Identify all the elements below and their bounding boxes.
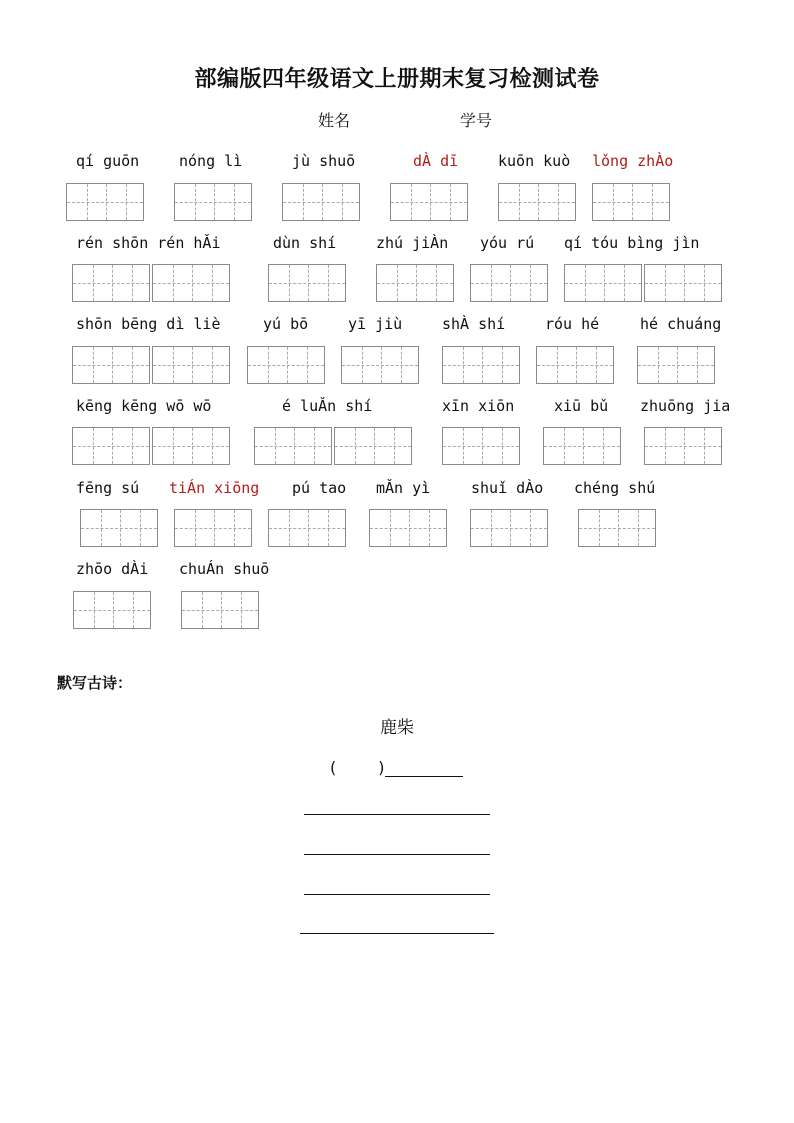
box-guide-horizontal xyxy=(73,365,149,366)
pinyin-label: yóu rú xyxy=(480,234,535,252)
pinyin-label: róu hé xyxy=(545,315,600,333)
writing-box[interactable] xyxy=(334,427,412,465)
pinyin-label: mǍn yì xyxy=(376,479,431,497)
box-guide-horizontal xyxy=(269,283,345,284)
box-guide-vertical xyxy=(328,510,329,546)
box-guide-horizontal xyxy=(645,283,721,284)
page-title: 部编版四年级语文上册期末复习检测试卷 xyxy=(194,67,600,92)
box-guide-vertical xyxy=(652,184,653,220)
box-guide-vertical xyxy=(530,265,531,301)
pinyin-label: dùn shí xyxy=(273,234,337,252)
box-guide-vertical xyxy=(173,428,174,464)
box-guide-vertical xyxy=(303,184,304,220)
box-guide-vertical xyxy=(409,510,410,546)
box-guide-vertical xyxy=(401,347,402,383)
box-guide-horizontal xyxy=(645,446,721,447)
writing-box[interactable] xyxy=(390,183,468,221)
box-guide-vertical xyxy=(530,510,531,546)
box-guide-vertical xyxy=(390,510,391,546)
box-guide-vertical xyxy=(491,510,492,546)
poem-answer-line-4[interactable] xyxy=(300,933,494,934)
section-label-poem: 默写古诗： xyxy=(57,674,133,692)
box-guide-vertical xyxy=(268,347,269,383)
box-guide-vertical xyxy=(564,428,565,464)
box-guide-horizontal xyxy=(67,202,143,203)
poem-answer-line-1[interactable] xyxy=(304,814,490,815)
box-guide-vertical xyxy=(618,510,619,546)
writing-box[interactable] xyxy=(66,183,144,221)
writing-box[interactable] xyxy=(268,264,346,302)
pinyin-label: rén shōn rén hǍi xyxy=(76,234,221,252)
writing-box[interactable] xyxy=(578,509,656,547)
box-guide-vertical xyxy=(576,347,577,383)
writing-box[interactable] xyxy=(72,427,150,465)
box-guide-vertical xyxy=(677,347,678,383)
writing-box[interactable] xyxy=(564,264,642,302)
author-blank[interactable] xyxy=(385,762,463,777)
student-id-label: 学号 xyxy=(460,111,493,130)
box-guide-vertical xyxy=(558,184,559,220)
box-guide-horizontal xyxy=(342,365,418,366)
box-guide-horizontal xyxy=(391,202,467,203)
pinyin-label: nóng lì xyxy=(179,152,243,170)
box-guide-vertical xyxy=(101,510,102,546)
writing-box[interactable] xyxy=(268,509,346,547)
box-guide-horizontal xyxy=(537,365,613,366)
box-guide-vertical xyxy=(93,265,94,301)
box-guide-vertical xyxy=(585,265,586,301)
writing-box[interactable] xyxy=(80,509,158,547)
paren-open: ( xyxy=(330,758,337,777)
box-guide-horizontal xyxy=(443,365,519,366)
box-guide-vertical xyxy=(599,510,600,546)
box-guide-vertical xyxy=(307,347,308,383)
box-guide-horizontal xyxy=(471,528,547,529)
box-guide-vertical xyxy=(192,428,193,464)
box-guide-horizontal xyxy=(153,365,229,366)
box-guide-vertical xyxy=(704,265,705,301)
box-guide-vertical xyxy=(234,184,235,220)
box-guide-vertical xyxy=(212,428,213,464)
box-guide-horizontal xyxy=(153,283,229,284)
box-guide-vertical xyxy=(624,265,625,301)
pinyin-label: xīn xiōn xyxy=(442,397,515,415)
box-guide-horizontal xyxy=(175,528,251,529)
box-guide-vertical xyxy=(294,428,295,464)
pinyin-label: lǒng zhÀo xyxy=(592,152,674,170)
poem-answer-line-3[interactable] xyxy=(304,894,490,895)
box-guide-horizontal xyxy=(248,365,324,366)
box-guide-vertical xyxy=(126,184,127,220)
box-guide-vertical xyxy=(192,265,193,301)
pinyin-label: fēng sú xyxy=(76,479,140,497)
box-guide-horizontal xyxy=(269,528,345,529)
box-guide-vertical xyxy=(502,347,503,383)
box-guide-horizontal xyxy=(175,202,251,203)
box-guide-vertical xyxy=(381,347,382,383)
box-guide-horizontal xyxy=(377,283,453,284)
box-guide-vertical xyxy=(195,184,196,220)
box-guide-vertical xyxy=(397,265,398,301)
pinyin-label: shōn bēng dì liè xyxy=(76,315,221,333)
box-guide-vertical xyxy=(510,265,511,301)
box-guide-vertical xyxy=(519,184,520,220)
box-guide-vertical xyxy=(221,592,222,628)
box-guide-vertical xyxy=(684,428,685,464)
box-guide-vertical xyxy=(355,428,356,464)
writing-box[interactable] xyxy=(72,264,150,302)
box-guide-horizontal xyxy=(593,202,669,203)
pinyin-label: shÀ shí xyxy=(442,315,506,333)
box-guide-vertical xyxy=(538,184,539,220)
poem-answer-line-2[interactable] xyxy=(304,854,490,855)
box-guide-vertical xyxy=(106,184,107,220)
box-guide-vertical xyxy=(482,428,483,464)
box-guide-vertical xyxy=(132,265,133,301)
box-guide-vertical xyxy=(502,428,503,464)
box-guide-vertical xyxy=(638,510,639,546)
writing-box[interactable] xyxy=(181,591,259,629)
box-guide-vertical xyxy=(665,265,666,301)
box-guide-horizontal xyxy=(182,610,258,611)
writing-box[interactable] xyxy=(442,346,520,384)
box-guide-vertical xyxy=(112,428,113,464)
box-guide-vertical xyxy=(684,265,685,301)
pinyin-label: dÀ dī xyxy=(413,152,459,170)
box-guide-horizontal xyxy=(471,283,547,284)
writing-box[interactable] xyxy=(282,183,360,221)
box-guide-horizontal xyxy=(579,528,655,529)
writing-box[interactable] xyxy=(644,427,722,465)
box-guide-vertical xyxy=(195,510,196,546)
box-guide-vertical xyxy=(450,184,451,220)
pinyin-label: jù shuō xyxy=(292,152,356,170)
pinyin-label: kēng kēng wō wō xyxy=(76,397,212,415)
box-guide-vertical xyxy=(482,347,483,383)
box-guide-horizontal xyxy=(283,202,359,203)
box-guide-horizontal xyxy=(443,446,519,447)
box-guide-vertical xyxy=(463,428,464,464)
box-guide-vertical xyxy=(658,347,659,383)
writing-box[interactable] xyxy=(592,183,670,221)
box-guide-vertical xyxy=(394,428,395,464)
box-guide-horizontal xyxy=(499,202,575,203)
box-guide-vertical xyxy=(665,428,666,464)
box-guide-vertical xyxy=(112,347,113,383)
writing-box[interactable] xyxy=(152,427,230,465)
box-guide-vertical xyxy=(510,510,511,546)
box-guide-vertical xyxy=(697,347,698,383)
box-guide-vertical xyxy=(202,592,203,628)
box-guide-vertical xyxy=(362,347,363,383)
pinyin-label: zhōo dÀi xyxy=(76,560,149,578)
box-guide-vertical xyxy=(308,265,309,301)
box-guide-vertical xyxy=(212,265,213,301)
box-guide-vertical xyxy=(214,184,215,220)
writing-box[interactable] xyxy=(536,346,614,384)
box-guide-vertical xyxy=(429,510,430,546)
poem-title: 鹿柴 xyxy=(380,718,414,738)
pinyin-label: zhú jiÀn xyxy=(376,234,449,252)
box-guide-horizontal xyxy=(370,528,446,529)
writing-box[interactable] xyxy=(254,427,332,465)
box-guide-vertical xyxy=(93,347,94,383)
box-guide-vertical xyxy=(87,184,88,220)
box-guide-vertical xyxy=(113,592,114,628)
box-guide-vertical xyxy=(463,347,464,383)
box-guide-vertical xyxy=(120,510,121,546)
box-guide-vertical xyxy=(94,592,95,628)
box-guide-vertical xyxy=(192,347,193,383)
writing-box[interactable] xyxy=(152,346,230,384)
box-guide-vertical xyxy=(132,428,133,464)
pinyin-label: pú tao xyxy=(292,479,347,497)
box-guide-vertical xyxy=(173,347,174,383)
writing-box[interactable] xyxy=(376,264,454,302)
writing-box[interactable] xyxy=(637,346,715,384)
box-guide-vertical xyxy=(314,428,315,464)
box-guide-vertical xyxy=(583,428,584,464)
box-guide-horizontal xyxy=(638,365,714,366)
writing-box[interactable] xyxy=(247,346,325,384)
box-guide-vertical xyxy=(596,347,597,383)
box-guide-vertical xyxy=(289,265,290,301)
box-guide-horizontal xyxy=(81,528,157,529)
box-guide-vertical xyxy=(93,428,94,464)
box-guide-vertical xyxy=(603,428,604,464)
writing-box[interactable] xyxy=(341,346,419,384)
pinyin-label: chuÁn shuō xyxy=(179,560,270,578)
box-guide-vertical xyxy=(632,184,633,220)
writing-box[interactable] xyxy=(152,264,230,302)
box-guide-horizontal xyxy=(255,446,331,447)
pinyin-label: tiÁn xiōng xyxy=(169,479,260,497)
poem-dynasty-line[interactable] xyxy=(330,758,463,777)
box-guide-vertical xyxy=(212,347,213,383)
pinyin-label: qí tóu bìng jìn xyxy=(564,234,700,252)
box-guide-vertical xyxy=(241,592,242,628)
pinyin-label: xiū bǔ xyxy=(554,397,609,415)
box-guide-horizontal xyxy=(565,283,641,284)
writing-box[interactable] xyxy=(442,427,520,465)
pinyin-label: shuǐ dÀo xyxy=(471,479,544,497)
box-guide-horizontal xyxy=(74,610,150,611)
box-guide-vertical xyxy=(112,265,113,301)
box-guide-vertical xyxy=(430,184,431,220)
writing-box[interactable] xyxy=(369,509,447,547)
box-guide-vertical xyxy=(557,347,558,383)
box-guide-vertical xyxy=(374,428,375,464)
writing-box[interactable] xyxy=(174,183,252,221)
writing-box[interactable] xyxy=(72,346,150,384)
pinyin-label: hé chuáng xyxy=(640,315,722,333)
box-guide-vertical xyxy=(704,428,705,464)
pinyin-label: é luǍn shí xyxy=(282,397,373,415)
writing-box[interactable] xyxy=(174,509,252,547)
box-guide-vertical xyxy=(287,347,288,383)
box-guide-vertical xyxy=(416,265,417,301)
paren-close: ) xyxy=(378,758,385,777)
box-guide-horizontal xyxy=(335,446,411,447)
box-guide-vertical xyxy=(491,265,492,301)
box-guide-vertical xyxy=(604,265,605,301)
writing-box[interactable] xyxy=(498,183,576,221)
writing-box[interactable] xyxy=(470,509,548,547)
pinyin-label: qí guōn xyxy=(76,152,140,170)
box-guide-vertical xyxy=(214,510,215,546)
box-guide-vertical xyxy=(436,265,437,301)
pinyin-label: chéng shú xyxy=(574,479,656,497)
writing-box[interactable] xyxy=(644,264,722,302)
box-guide-vertical xyxy=(133,592,134,628)
pinyin-label: yú bō xyxy=(263,315,309,333)
box-guide-vertical xyxy=(328,265,329,301)
box-guide-vertical xyxy=(275,428,276,464)
pinyin-label: zhuōng jia xyxy=(640,397,731,415)
box-guide-vertical xyxy=(173,265,174,301)
box-guide-vertical xyxy=(411,184,412,220)
box-guide-vertical xyxy=(140,510,141,546)
box-guide-vertical xyxy=(322,184,323,220)
writing-box[interactable] xyxy=(543,427,621,465)
box-guide-vertical xyxy=(132,347,133,383)
writing-box[interactable] xyxy=(73,591,151,629)
box-guide-horizontal xyxy=(544,446,620,447)
box-guide-horizontal xyxy=(73,283,149,284)
writing-box[interactable] xyxy=(470,264,548,302)
box-guide-vertical xyxy=(613,184,614,220)
box-guide-vertical xyxy=(342,184,343,220)
box-guide-vertical xyxy=(234,510,235,546)
name-label: 姓名 xyxy=(318,111,351,130)
box-guide-horizontal xyxy=(153,446,229,447)
pinyin-label: kuōn kuò xyxy=(498,152,571,170)
pinyin-label: yī jiù xyxy=(348,315,403,333)
box-guide-vertical xyxy=(289,510,290,546)
box-guide-horizontal xyxy=(73,446,149,447)
box-guide-vertical xyxy=(308,510,309,546)
